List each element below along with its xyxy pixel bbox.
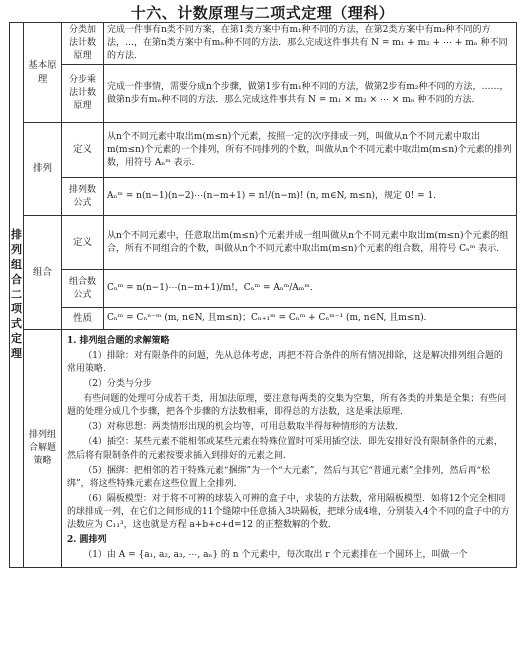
permutation-definition-text: 从n个不同元素中取出m(m≤n)个元素，按照一定的次序排成一列，叫做从n个不同元素中取出m(m≤n)个元素的一个排列，所有不同排列的个数，叫做从n个不同元素中取出m(m≤n)个元素的排列数，用符号 Aₙᵐ 表示． <box>104 123 517 178</box>
multiplication-principle-text: 完成一件事情，需要分成n个步骤，做第1步有m₁种不同的方法，做第2步有m₂种不同的方法，……，做第n步有mₙ种不同的方法．那么完成这件事共有 N = m₁ × m₂ × ⋯ × mₙ 种不同的方法． <box>104 65 517 123</box>
combination-formula-text: Cₙᵐ = n(n−1)⋯(n−m+1)/m!，Cₙᵐ = Aₙᵐ/Aₘᵐ． <box>104 270 517 308</box>
strategy-item-2-head: （2）分类与分步 <box>83 379 152 390</box>
basic-principle-label: 基本原理 <box>24 23 62 123</box>
permutation-label: 排列 <box>24 123 62 216</box>
permutation-formula-label: 排列数公式 <box>62 178 104 216</box>
combination-property-text: Cₙᵐ = Cₙⁿ⁻ᵐ (m, n∈N, 且m≤n)；Cₙ₊₁ᵐ = Cₙᵐ + Cₙᵐ⁻¹ (m, n∈N, 且m≤n)． <box>104 308 517 330</box>
strategy-item-5: （5）捆绑：把相邻的若干特殊元素“捆绑”为一个“大元素”，然后与其它“普通元素”全排列，然后再“松绑”，将这些特殊元素在这些位置上全排列． <box>67 465 491 489</box>
circular-item-1: （1）由 A = {a₁, a₂, a₃, ⋯, aₙ} 的 n 个元素中，每次取出 r 个元素排在一个圆环上，叫做一个 <box>83 549 468 560</box>
strategy-item-6: （6）隔板模型：对于将不可辨的球装入可辨的盒子中，求装的方法数，常用隔板模型．如将12个完全相同的球排成一列，在它们之间形成的11个缝隙中任意插入3块隔板，把球分成4堆，分别装入4个不同的盒子中的方法数应为 C₁₁³，这也就是方程 a+b+c+d=12 的正整数解的个数． <box>67 493 510 530</box>
combination-label: 组合 <box>24 216 62 330</box>
combination-definition-text: 从n个不同元素中，任意取出m(m≤n)个元素并成一组叫做从n个不同元素中取出m(m≤n)个元素的组合，所有不同组合的个数，叫做从n个不同元素中取出m(m≤n)个元素的组合数，用符号 Cₙᵐ 表示． <box>104 216 517 270</box>
strategy-item-1-head: （1）排除： <box>83 351 134 362</box>
combination-formula-label: 组合数公式 <box>62 270 104 308</box>
formula-table <box>9 22 517 568</box>
permutation-formula-text: Aₙᵐ = n(n−1)(n−2)⋯(n−m+1) = n!/(n−m)! (n, m∈N, m≤n)，规定 0! = 1． <box>104 178 517 216</box>
strategy-label: 排列组合解题策略 <box>24 330 62 568</box>
multiplication-principle-label: 分步乘法计数原理 <box>62 65 104 123</box>
strategy-item-3: （3）对称思想：两类情形出现的机会均等，可用总数取半得每种情形的方法数． <box>83 422 404 433</box>
combination-property-label: 性质 <box>62 308 104 330</box>
addition-principle-text: 完成一件事有n类不同方案，在第1类方案中有m₁种不同的方法，在第2类方案中有m₂种不同的方法，…，在第n类方案中有mₙ种不同的方法．那么完成这件事共有 N = m₁ + m₂ + ⋯ + mₙ 种不同的方法． <box>104 23 517 65</box>
page-title: 十六、计数原理与二项式定理（理科） <box>130 4 395 22</box>
strategy-item-1 <box>67 350 511 376</box>
combination-definition-label: 定义 <box>62 216 104 270</box>
strategy-item-2-text: 有些问题的处理可分成若干类，用加法原理，要注意每两类的交集为空集，所有各类的并集是全集；有些问题的处理分成几个步骤，把各个步骤的方法数相乘，即得总的方法数，这是乘法原理． <box>67 394 507 418</box>
side-label <box>10 23 24 568</box>
strategy-item-4: （4）插空：某些元素不能相邻或某些元素在特殊位置时可采用插空法．即先安排好没有限制条件的元素，然后将有限制条件的元素按要求插入到排好的元素之间． <box>67 437 503 461</box>
strategy-heading-2: 2. 圆排列 <box>67 534 107 545</box>
strategy-content <box>62 330 517 568</box>
side-label-text: 排列组合二项式定理 <box>11 228 22 360</box>
permutation-definition-label: 定义 <box>62 123 104 178</box>
strategy-heading-1: 1. 排列组合题的求解策略 <box>67 336 170 347</box>
addition-principle-label: 分类加法计数原理 <box>62 23 104 65</box>
strategy-item-1-text: 对有限条件的问题，先从总体考虑，再把不符合条件的所有情况排除，这是解决排列组合题的常用策略． <box>67 351 503 375</box>
